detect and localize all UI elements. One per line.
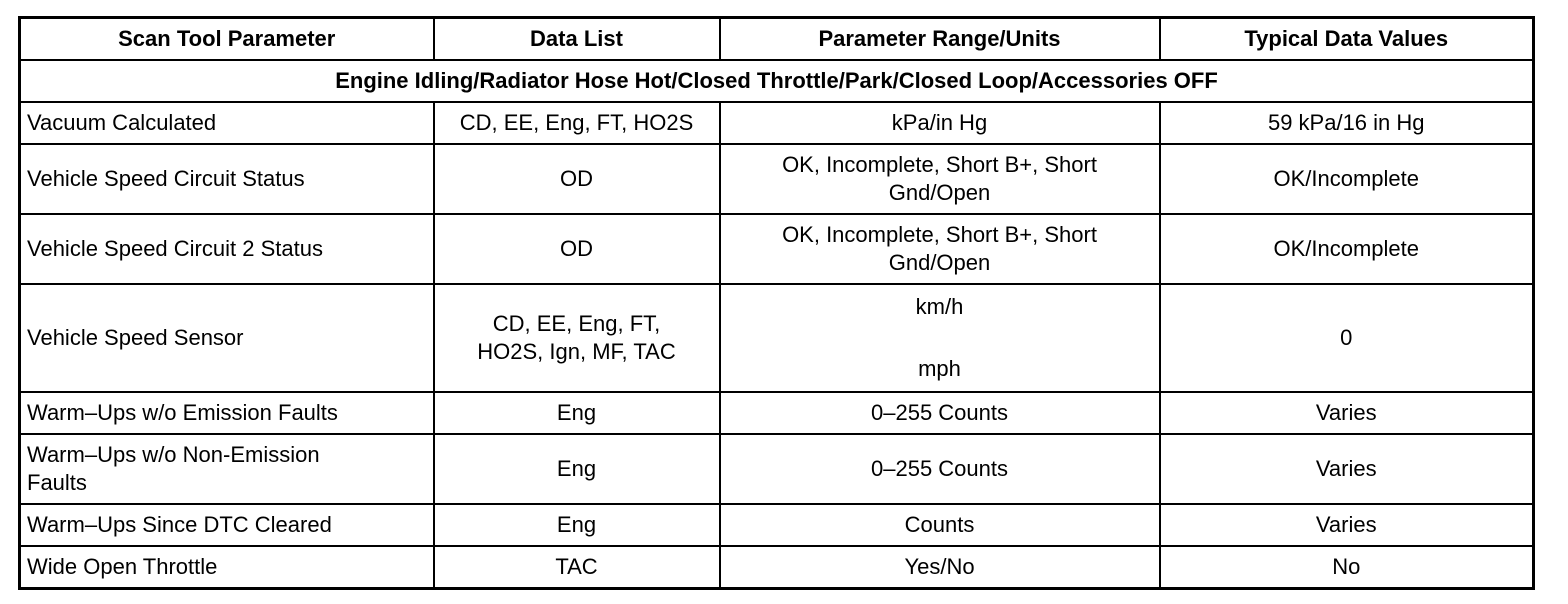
typical-value-cell: OK/Incomplete — [1160, 144, 1534, 214]
table-row — [20, 434, 1534, 504]
header-typical-data-values: Typical Data Values — [1160, 18, 1534, 61]
table-row — [20, 214, 1534, 284]
range-units-cell — [720, 144, 1160, 214]
range-units-cell: Yes/No — [720, 546, 1160, 588]
data-list-cell: OD — [434, 214, 720, 284]
header-row — [20, 18, 1534, 61]
data-list-cell: Eng — [434, 434, 720, 504]
range-units-text: OK, Incomplete, Short B+, Short Gnd/Open — [782, 152, 1097, 205]
range-units-split — [727, 293, 1153, 383]
parameter-cell: Vacuum Calculated — [20, 102, 434, 144]
range-units-mph: mph — [918, 356, 961, 381]
data-list-cell: Eng — [434, 392, 720, 434]
header-data-list: Data List — [434, 18, 720, 61]
header-parameter-range-units: Parameter Range/Units — [720, 18, 1160, 61]
data-list-cell: Eng — [434, 504, 720, 546]
typical-value-cell: 0 — [1160, 284, 1534, 392]
range-units-cell — [720, 284, 1160, 392]
data-list-text: CD, EE, Eng, FT, HO2S, Ign, MF, TAC — [477, 311, 676, 364]
range-units-cell: Counts — [720, 504, 1160, 546]
table-row — [20, 102, 1534, 144]
table-row — [20, 546, 1534, 588]
typical-value-cell: Varies — [1160, 504, 1534, 546]
data-list-cell: OD — [434, 144, 720, 214]
test-condition: Engine Idling/Radiator Hose Hot/Closed Throttle/Park/Closed Loop/Accessories OFF — [20, 60, 1534, 102]
table-row — [20, 392, 1534, 434]
range-units-cell — [720, 214, 1160, 284]
parameter-cell: Vehicle Speed Sensor — [20, 284, 434, 392]
parameter-cell: Warm–Ups Since DTC Cleared — [20, 504, 434, 546]
table-row — [20, 504, 1534, 546]
scan-tool-data-table — [18, 16, 1535, 590]
typical-value-cell: OK/Incomplete — [1160, 214, 1534, 284]
typical-value-cell: 59 kPa/16 in Hg — [1160, 102, 1534, 144]
parameter-cell: Vehicle Speed Circuit Status — [20, 144, 434, 214]
range-units-cell: 0–255 Counts — [720, 392, 1160, 434]
typical-value-cell: Varies — [1160, 392, 1534, 434]
range-units-cell: 0–255 Counts — [720, 434, 1160, 504]
table-row — [20, 284, 1534, 392]
parameter-cell: Vehicle Speed Circuit 2 Status — [20, 214, 434, 284]
range-units-text: OK, Incomplete, Short B+, Short Gnd/Open — [782, 222, 1097, 275]
range-units-kmh: km/h — [915, 294, 964, 319]
header-scan-tool-parameter: Scan Tool Parameter — [20, 18, 434, 61]
parameter-cell — [20, 434, 434, 504]
data-list-cell: CD, EE, Eng, FT, HO2S — [434, 102, 720, 144]
data-list-cell — [434, 284, 720, 392]
parameter-cell: Warm–Ups w/o Emission Faults — [20, 392, 434, 434]
typical-value-cell: Varies — [1160, 434, 1534, 504]
condition-row — [20, 60, 1534, 102]
data-list-cell: TAC — [434, 546, 720, 588]
table-row — [20, 144, 1534, 214]
parameter-cell: Wide Open Throttle — [20, 546, 434, 588]
range-units-cell: kPa/in Hg — [720, 102, 1160, 144]
typical-value-cell: No — [1160, 546, 1534, 588]
parameter-text: Warm–Ups w/o Non-Emission Faults — [27, 442, 320, 495]
